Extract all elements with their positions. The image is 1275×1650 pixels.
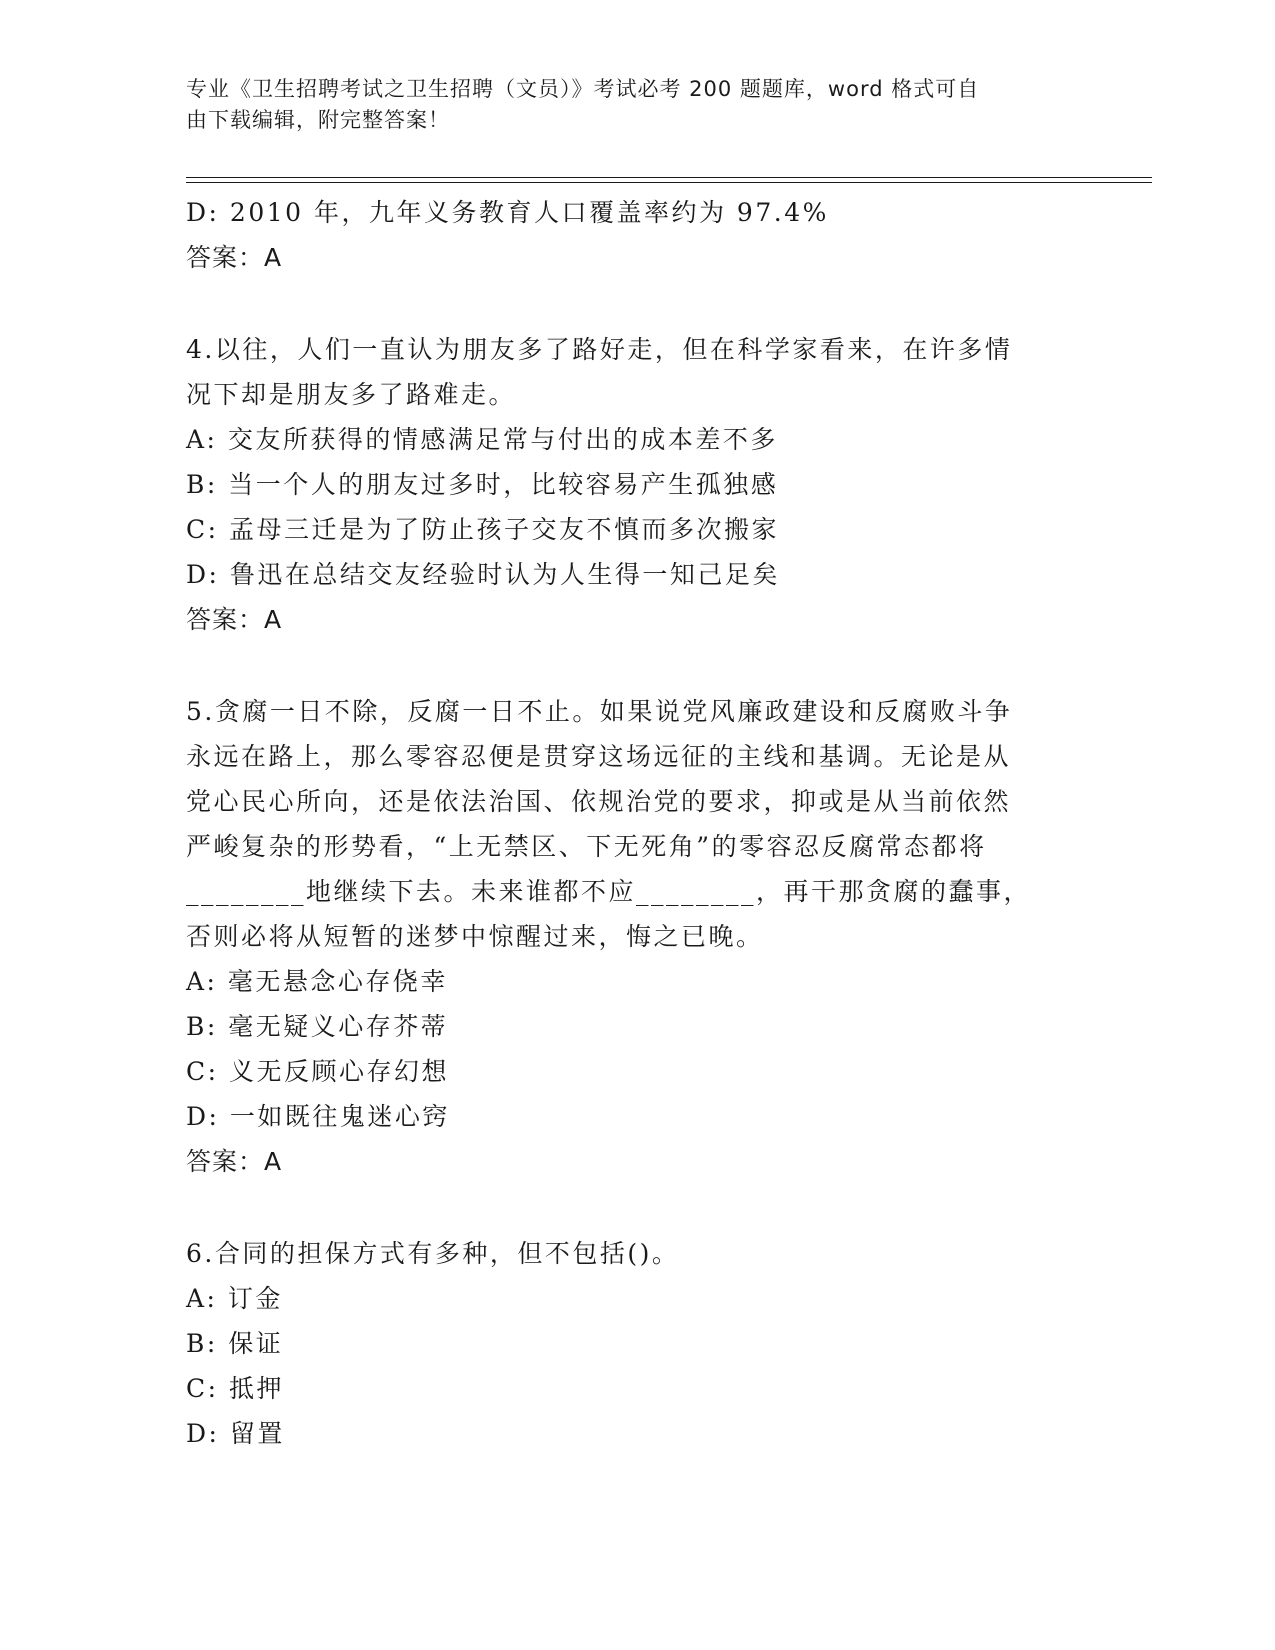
question-stem: 5.贪腐一日不除，反腐一日不止。如果说党风廉政建设和反腐败斗争 [186,697,1013,726]
option-b: B: 毫无疑义心存芥蒂 [186,1012,449,1041]
option-c: C: 孟母三迁是为了防止孩子交友不慎而多次搬家 [186,515,779,544]
option-a: A: 订金 [186,1284,283,1313]
question-stem: 永远在路上，那么零容忍便是贯穿这场远征的主线和基调。无论是从 [186,742,1012,771]
question-6 [186,1231,1066,1456]
header-divider [186,177,1152,183]
option-b: B: 当一个人的朋友过多时，比较容易产生孤独感 [186,470,779,499]
option-c: C: 抵押 [186,1374,284,1403]
option-d: D: 一如既往鬼迷心窍 [186,1102,450,1131]
header-title-line-2: 由下载编辑，附完整答案！ [186,108,450,132]
option-d: D: 2010 年，九年义务教育人口覆盖率约为 97.4% [186,198,829,227]
option-d: D: 鲁迅在总结交友经验时认为人生得一知己足矣 [186,560,780,589]
question-4 [186,327,1066,642]
question-stem: 况下却是朋友多了路难走。 [186,380,517,409]
spacer [186,280,1066,327]
option-a: A: 毫无悬念心存侥幸 [186,967,448,996]
answer-label: 答案：A [186,1147,283,1176]
page-header [186,74,1066,136]
option-b: B: 保证 [186,1329,284,1358]
answer-label: 答案：A [186,605,283,634]
question-5 [186,689,1066,1184]
question-stem: 否则必将从短暂的迷梦中惊醒过来，悔之已晚。 [186,922,764,951]
question-stem: 党心民心所向，还是依法治国、依规治党的要求，抑或是从当前依然 [186,787,1012,816]
spacer [186,642,1066,689]
option-c: C: 义无反顾心存幻想 [186,1057,449,1086]
question-stem: 6.合同的担保方式有多种，但不包括()。 [186,1239,680,1268]
question-content [186,190,1066,1456]
answer-label: 答案：A [186,243,283,272]
spacer [186,1184,1066,1231]
question-stem: 严峻复杂的形势看，“上无禁区、下无死角”的零容忍反腐常态都将 [186,832,987,861]
question-stem: ________地继续下去。未来谁都不应________，再干那贪腐的蠢事， [186,877,1032,906]
header-title-line-1: 专业《卫生招聘考试之卫生招聘（文员）》考试必考 200 题题库，word 格式可自 [186,77,980,101]
option-d: D: 留置 [186,1419,285,1448]
question-3-tail [186,190,1066,280]
option-a: A: 交友所获得的情感满足常与付出的成本差不多 [186,425,778,454]
question-stem: 4.以往，人们一直认为朋友多了路好走，但在科学家看来，在许多情 [186,335,1013,364]
